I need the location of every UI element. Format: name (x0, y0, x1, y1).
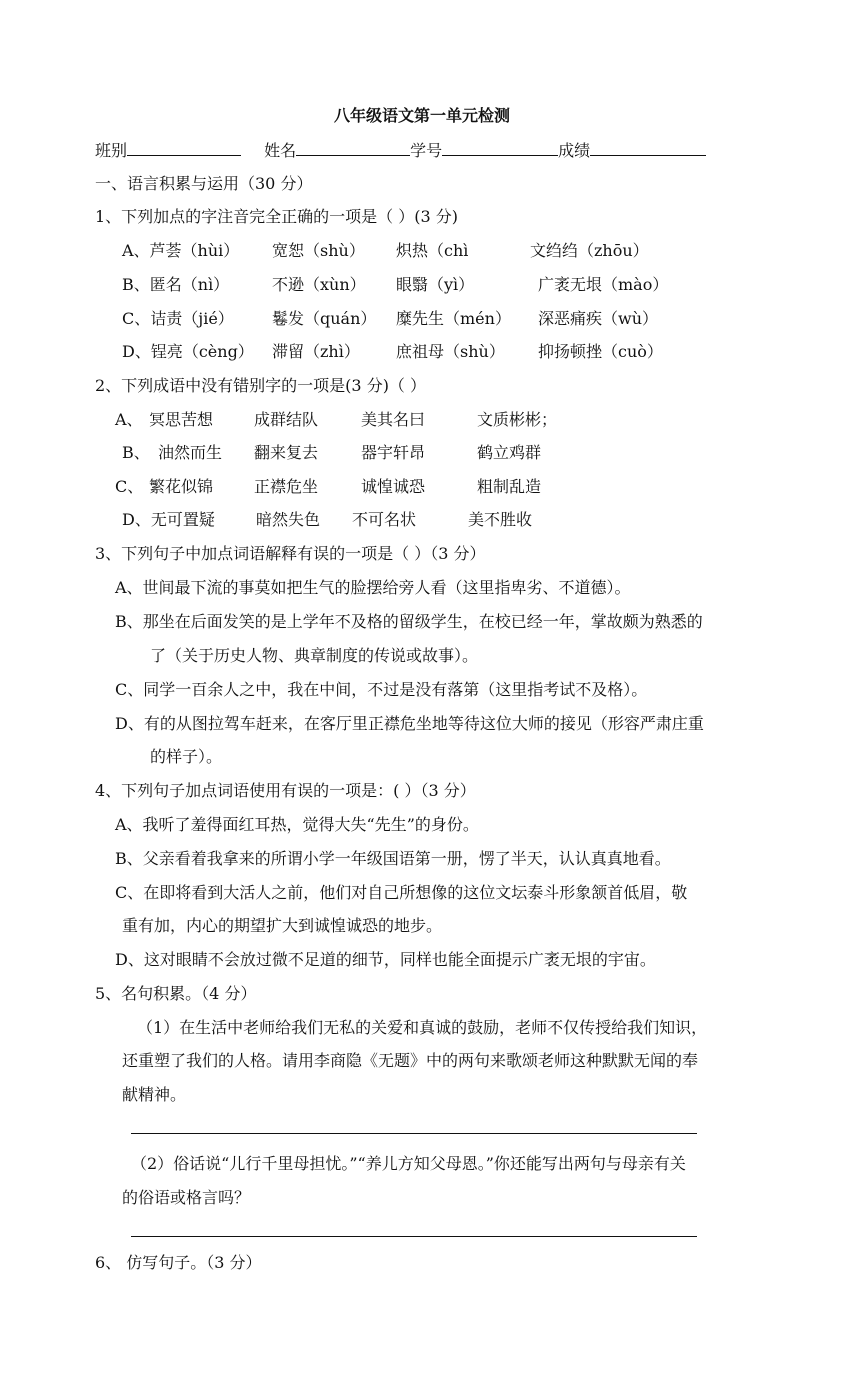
q4-option-a: A、我听了羞得面红耳热，觉得大失“先生”的身份。 (115, 815, 479, 834)
q4-option-d: D、这对眼睛不会放过微不足道的细节，同样也能全面提示广袤无垠的宇宙。 (115, 950, 656, 969)
question-1-stem: 1、下列加点的字注音完全正确的一项是（ ）(3 分) (95, 207, 459, 226)
id-blank[interactable] (442, 141, 558, 156)
question-6-stem: 6、 仿写句子。（3 分） (95, 1253, 262, 1272)
score-label: 成绩 (558, 141, 591, 160)
id-label: 学号 (410, 141, 443, 160)
question-5-stem: 5、名句积累。（4 分） (95, 984, 257, 1003)
class-label: 班别 (95, 141, 128, 160)
q3-option-b-line2: 了（关于历史人物、典章制度的传说或故事）。 (150, 646, 479, 665)
q4-option-b: B、父亲看着我拿来的所谓小学一年级国语第一册，愣了半天，认认真真地看。 (115, 849, 671, 868)
question-3-stem: 3、下列句子中加点词语解释有误的一项是（ ）（3 分） (95, 544, 486, 563)
name-blank[interactable] (296, 141, 410, 156)
q5-part2-line1: （2）俗话说“儿行千里母担忧。”“养儿方知父母恩。”你还能写出两句与母亲有关 (131, 1154, 686, 1173)
q3-option-b-line1: B、那坐在后面发笑的是上学年不及格的留级学生，在校已经一年，掌故颇为熟悉的 (115, 612, 703, 631)
student-info-row (95, 141, 706, 161)
q3-option-a: A、世间最下流的事莫如把生气的脸摆给旁人看（这里指卑劣、不道德）。 (115, 578, 631, 597)
q3-option-d-line2: 的样子）。 (150, 747, 223, 766)
question-4-stem: 4、下列句子加点词语使用有误的一项是：( ）（3 分） (95, 781, 476, 800)
section-heading: 一、语言积累与运用（30 分） (95, 174, 313, 193)
q4-option-c-line2: 重有加，内心的期望扩大到诚惶诚恐的地步。 (122, 916, 443, 935)
q5-part2-line2: 的俗语或格言吗？ (122, 1188, 251, 1207)
page-title: 八年级语文第一单元检测 (334, 106, 511, 125)
score-blank[interactable] (590, 141, 706, 156)
q4-option-c-line1: C、在即将看到大活人之前，他们对自己所想像的这位文坛泰斗形象颔首低眉，敬 (115, 883, 688, 902)
class-blank[interactable] (127, 141, 241, 156)
q5-part1-line2: 还重塑了我们的人格。请用李商隐《无题》中的两句来歌颂老师这种默默无闻的奉 (122, 1051, 699, 1070)
name-label: 姓名 (264, 141, 297, 160)
question-2-stem: 2、下列成语中没有错别字的一项是(3 分)（ ） (95, 376, 427, 395)
q3-option-c: C、同学一百余人之中，我在中间，不过是没有落第（这里指考试不及格）。 (115, 680, 648, 699)
q5-part2-answer-line[interactable] (131, 1236, 697, 1237)
q5-part1-line3: 献精神。 (122, 1085, 187, 1104)
q3-option-d-line1: D、有的从图拉驾车赶来，在客厅里正襟危坐地等待这位大师的接见（形容严肃庄重 (115, 714, 704, 733)
q5-part1-line1: （1）在生活中老师给我们无私的关爱和真诚的鼓励，老师不仅传授给我们知识， (137, 1018, 708, 1037)
q5-part1-answer-line[interactable] (131, 1133, 697, 1134)
